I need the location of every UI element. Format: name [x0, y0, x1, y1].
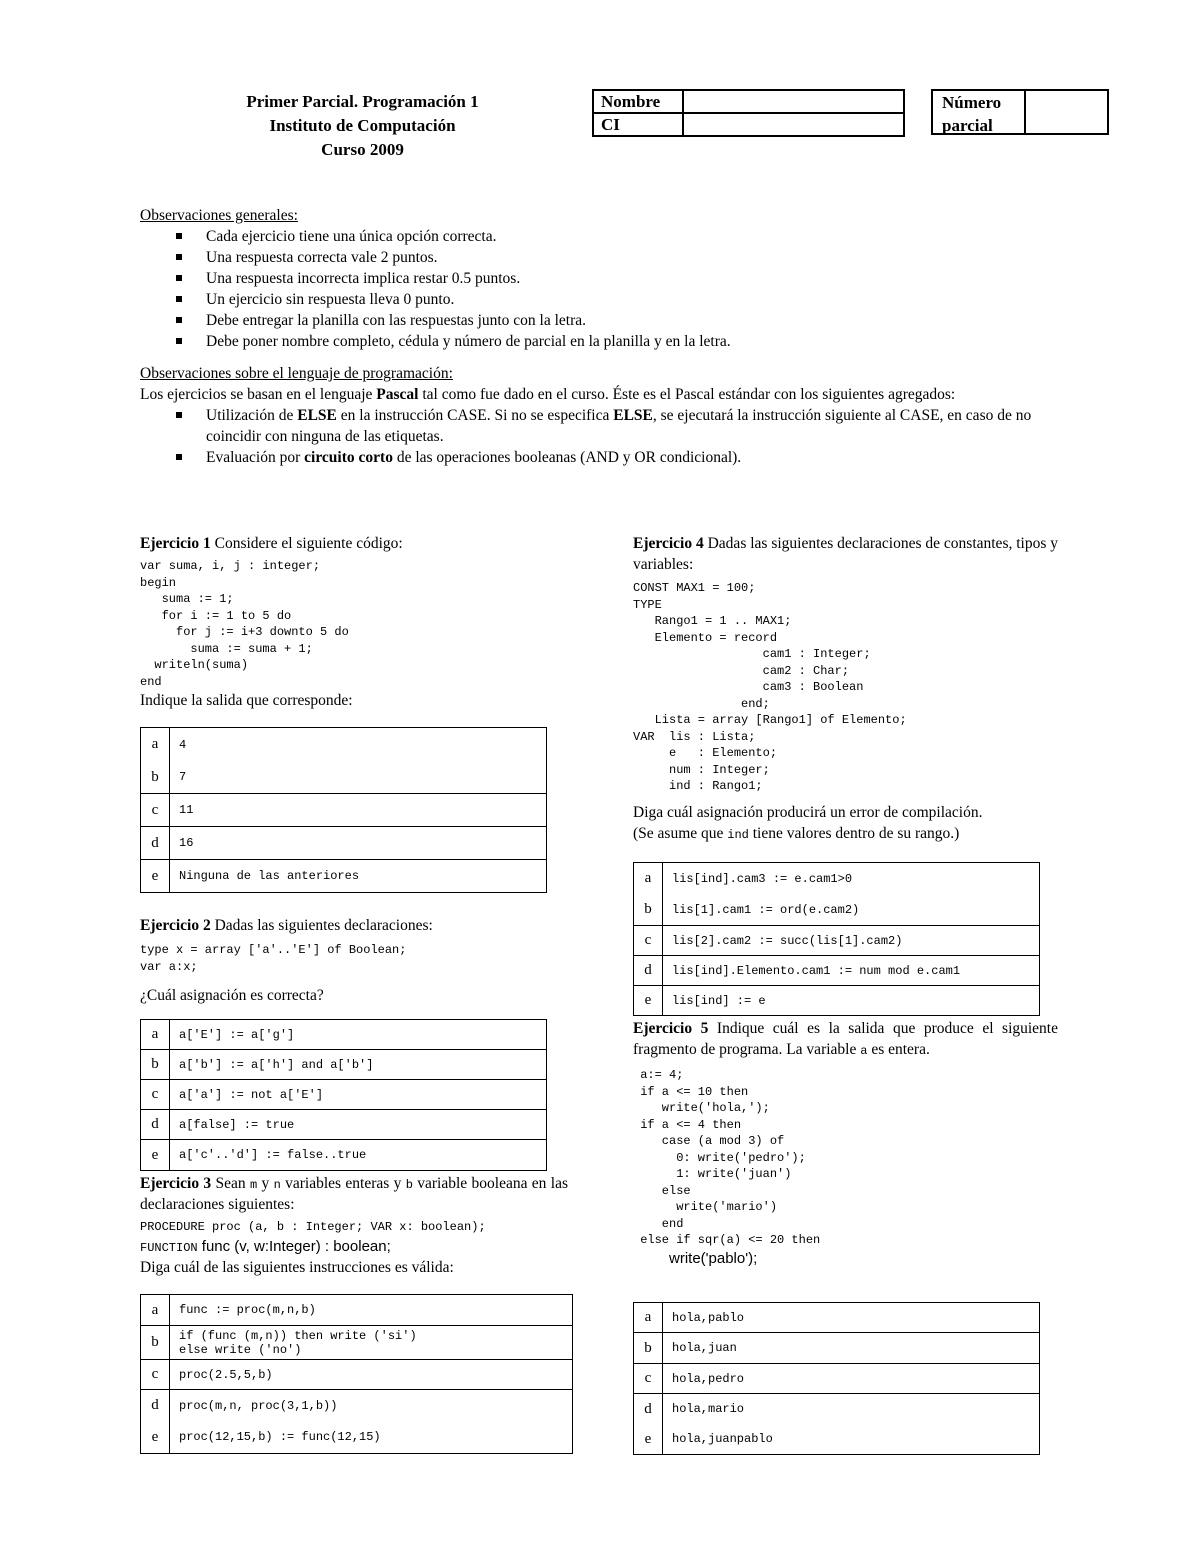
option-letter: b [141, 1050, 170, 1080]
ej5-code: a:= 4; if a <= 10 then write('hola,'); if a <= 4 then case (a mod 3) of 0: write('pedro'); 1: write('juan') else write('mario') end else if sqr(a) <= 20 then [640, 1068, 821, 1247]
ej3-code-proc: PROCEDURE proc (a, b : Integer; VAR x: boolean); [140, 1220, 486, 1234]
ej2-text: Dadas las siguientes declaraciones: [210, 917, 433, 934]
ej3-var-m: m [249, 1178, 258, 1192]
table-row[interactable] [634, 1364, 1040, 1394]
ej5-title: Ejercicio 5 [633, 1020, 709, 1037]
item-text: , se ejecutará la instrucción siguiente al CASE, en caso de no coincidir con ninguna de las etiquetas. [206, 407, 1032, 445]
ej5-options [633, 1302, 1040, 1455]
option-value: hola,pablo [663, 1303, 1040, 1333]
option-value: lis[2].cam2 := succ(lis[1].cam2) [663, 926, 1040, 956]
ej3-var-b: b [405, 1178, 413, 1192]
option-letter: c [141, 794, 170, 827]
ej5-code-last-line: write('pablo'); [669, 1249, 758, 1267]
option-value: proc(m,n, proc(3,1,b)) [170, 1390, 573, 1422]
ej3-text: variables enteras y [280, 1175, 406, 1192]
option-letter: a [141, 728, 170, 762]
title-line-2: Instituto de Computación [269, 116, 456, 135]
ej3-func-keyword: FUNCTION [140, 1240, 198, 1255]
ejercicio-4 [633, 533, 1058, 844]
ej4-question-1: Diga cuál asignación producirá un error de compilación. [633, 803, 983, 821]
table-row[interactable] [634, 926, 1040, 956]
list-item: Una respuesta correcta vale 2 puntos. [140, 247, 1070, 268]
ej4-text: Dadas las siguientes declaraciones de constantes, tipos y variables: [633, 535, 1058, 573]
ejercicio-5 [633, 1018, 1058, 1269]
ej4-title: Ejercicio 4 [633, 535, 704, 552]
option-value: 16 [170, 827, 547, 860]
table-row[interactable] [141, 728, 547, 762]
option-value: lis[ind].Elemento.cam1 := num mod e.cam1 [663, 956, 1040, 986]
observaciones-heading: Observaciones generales: [140, 207, 298, 224]
list-item: Debe poner nombre completo, cédula y número de parcial en la planilla y en la letra. [140, 331, 1070, 352]
option-letter: d [634, 1394, 663, 1425]
option-letter: d [634, 956, 663, 986]
numero-parcial-box [931, 89, 1109, 135]
option-value: a['c'..'d'] := false..true [170, 1140, 547, 1171]
ej1-heading [140, 533, 570, 554]
ej4-question-text: tiene valores dentro de su rango.) [748, 824, 960, 842]
observaciones-generales [140, 205, 1070, 352]
option-letter: c [634, 926, 663, 956]
ej3-code-func [140, 1236, 568, 1257]
ej4-code: CONST MAX1 = 100; TYPE Rango1 = 1 .. MAX1; Elemento = record cam1 : Integer; cam2 : Char; cam3 : Boolean end; Lista = array [Rango1] of Elemento; VAR lis : Lista; e : Elemento; num : Integer; ind : Rango1; [633, 581, 907, 793]
option-value: 11 [170, 794, 547, 827]
ejercicio-2 [140, 915, 570, 1006]
ej1-text: Considere el siguiente código: [210, 535, 403, 552]
option-letter: a [634, 1303, 663, 1333]
option-letter: d [141, 1390, 170, 1422]
item-bold: ELSE [613, 407, 653, 424]
table-row[interactable] [141, 1020, 547, 1050]
item-text: Utilización de [206, 407, 298, 424]
table-row[interactable] [634, 986, 1040, 1016]
ej4-options [633, 862, 1040, 1016]
ej5-text: Indique cuál es la salida que produce el siguiente fragmento de programa. La variable [633, 1020, 1058, 1058]
observaciones-list [140, 226, 1070, 352]
ej3-text: y [257, 1175, 274, 1192]
intro-text: Los ejercicios se basan en el lenguaje [140, 386, 377, 403]
item-text: de las operaciones booleanas (AND y OR condicional). [392, 449, 742, 466]
lenguaje-intro [140, 384, 1040, 405]
option-value: proc(12,15,b) := func(12,15) [170, 1422, 573, 1454]
option-value: hola,pedro [663, 1364, 1040, 1394]
option-value: a['E'] := a['g'] [170, 1020, 547, 1050]
option-letter: e [141, 860, 170, 893]
option-value: if (func (m,n)) then write ('si') else write ('no') [170, 1326, 573, 1360]
ejercicio-3 [140, 1173, 568, 1278]
ej3-heading [140, 1173, 568, 1215]
numero-parcial-field[interactable] [1026, 91, 1107, 133]
name-field[interactable] [683, 90, 904, 113]
numero-parcial-label [942, 91, 1001, 137]
ejercicio-1 [140, 533, 570, 711]
ej2-heading [140, 915, 570, 936]
ej3-var-n: n [273, 1178, 281, 1192]
option-letter: b [634, 1333, 663, 1364]
ej5-text: es entera. [867, 1041, 930, 1058]
ej4-heading [633, 533, 1058, 575]
table-row[interactable] [141, 827, 547, 860]
option-value: proc(2.5,5,b) [170, 1360, 573, 1390]
option-letter: b [634, 895, 663, 926]
item-bold: ELSE [297, 407, 337, 424]
ci-field[interactable] [683, 113, 904, 136]
option-value: lis[ind] := e [663, 986, 1040, 1016]
ej1-code: var suma, i, j : integer; begin suma := 1; for i := 1 to 5 do for j := i+3 downto 5 do suma := suma + 1; writeln(suma) end [140, 559, 349, 689]
table-row[interactable] [141, 1326, 573, 1360]
option-value: lis[ind].cam3 := e.cam1>0 [663, 863, 1040, 895]
list-item: Cada ejercicio tiene una única opción correcta. [140, 226, 1070, 247]
numero-label: Número [942, 93, 1002, 112]
option-letter: b [141, 1326, 170, 1360]
table-row[interactable] [634, 863, 1040, 895]
option-value: a[false] := true [170, 1110, 547, 1140]
option-letter: d [141, 1110, 170, 1140]
list-item: Debe entregar la planilla con las respuestas junto con la letra. [140, 310, 1070, 331]
table-row[interactable] [634, 1425, 1040, 1455]
table-row[interactable] [141, 860, 547, 893]
option-letter: e [634, 1425, 663, 1455]
ci-label: CI [593, 113, 683, 136]
option-value: a['a'] := not a['E'] [170, 1080, 547, 1110]
table-row[interactable] [634, 1333, 1040, 1364]
option-value: a['b'] := a['h'] and a['b'] [170, 1050, 547, 1080]
option-value: hola,juanpablo [663, 1425, 1040, 1455]
lenguaje-heading: Observaciones sobre el lenguaje de programación: [140, 365, 453, 382]
list-item [140, 447, 1040, 468]
table-row[interactable] [141, 1422, 573, 1454]
option-value: func := proc(m,n,b) [170, 1295, 573, 1326]
ej1-question: Indique la salida que corresponde: [140, 692, 353, 709]
ej3-text: variable booleana en las declaraciones siguientes: [140, 1175, 568, 1213]
title-line-1: Primer Parcial. Programación 1 [246, 92, 479, 111]
option-letter: c [634, 1364, 663, 1394]
option-letter: a [634, 863, 663, 895]
list-item: Un ejercicio sin respuesta lleva 0 punto. [140, 289, 1070, 310]
ej2-code: type x = array ['a'..'E'] of Boolean; var a:x; [140, 943, 407, 974]
table-row[interactable] [141, 1360, 573, 1390]
title-line-3: Curso 2009 [321, 140, 404, 159]
option-value: Ninguna de las anteriores [170, 860, 547, 893]
observaciones-lenguaje [140, 363, 1040, 468]
table-row[interactable] [634, 1303, 1040, 1333]
item-text: Evaluación por [206, 449, 305, 466]
option-letter: e [634, 986, 663, 1016]
option-value: hola,mario [663, 1394, 1040, 1425]
ej1-title: Ejercicio 1 [140, 535, 211, 552]
option-letter: a [141, 1020, 170, 1050]
item-text: en la instrucción CASE. Si no se especifica [336, 407, 614, 424]
option-value: lis[1].cam1 := ord(e.cam2) [663, 895, 1040, 926]
ej2-options [140, 1019, 547, 1171]
ej5-heading [633, 1018, 1058, 1060]
table-row[interactable] [141, 762, 547, 794]
student-id-box [592, 89, 905, 137]
ej5-var-a: a [860, 1044, 868, 1058]
table-row[interactable] [141, 794, 547, 827]
ej2-title: Ejercicio 2 [140, 917, 211, 934]
table-row[interactable] [141, 1110, 547, 1140]
table-row[interactable] [141, 1080, 547, 1110]
table-row[interactable] [141, 1390, 573, 1422]
option-letter: e [141, 1422, 170, 1454]
table-row[interactable] [141, 1140, 547, 1171]
option-letter: d [141, 827, 170, 860]
ej3-question: Diga cuál de las siguientes instrucciones es válida: [140, 1258, 454, 1276]
item-bold: circuito corto [304, 449, 393, 466]
table-row[interactable] [634, 956, 1040, 986]
table-row[interactable] [634, 1394, 1040, 1425]
lenguaje-list [140, 405, 1040, 468]
ej2-question: ¿Cuál asignación es correcta? [140, 987, 324, 1004]
ej3-options [140, 1294, 573, 1454]
option-letter: a [141, 1295, 170, 1326]
ej4-question-text: (Se asume que [633, 824, 728, 842]
ej3-title: Ejercicio 3 [140, 1175, 212, 1192]
ej3-func-signature: func (v, w:Integer) : boolean; [197, 1237, 391, 1255]
ej1-options [140, 727, 547, 893]
parcial-label: parcial [942, 116, 993, 135]
list-item [140, 405, 1040, 447]
table-row[interactable] [141, 1295, 573, 1326]
exam-title [140, 90, 585, 162]
ej4-question-2 [633, 823, 1058, 844]
option-letter: e [141, 1140, 170, 1171]
option-value: hola,juan [663, 1333, 1040, 1364]
option-letter: b [141, 762, 170, 794]
name-label: Nombre [593, 90, 683, 113]
intro-text: tal como fue dado en el curso. Éste es el Pascal estándar con los siguientes agregados: [418, 386, 956, 403]
intro-bold: Pascal [376, 386, 419, 403]
option-value: 7 [170, 762, 547, 794]
ej4-var-ind: ind [727, 827, 749, 842]
table-row[interactable] [141, 1050, 547, 1080]
ej3-text: Sean [211, 1175, 250, 1192]
table-row[interactable] [634, 895, 1040, 926]
list-item: Una respuesta incorrecta implica restar 0.5 puntos. [140, 268, 1070, 289]
option-letter: c [141, 1080, 170, 1110]
option-letter: c [141, 1360, 170, 1390]
option-value: 4 [170, 728, 547, 762]
